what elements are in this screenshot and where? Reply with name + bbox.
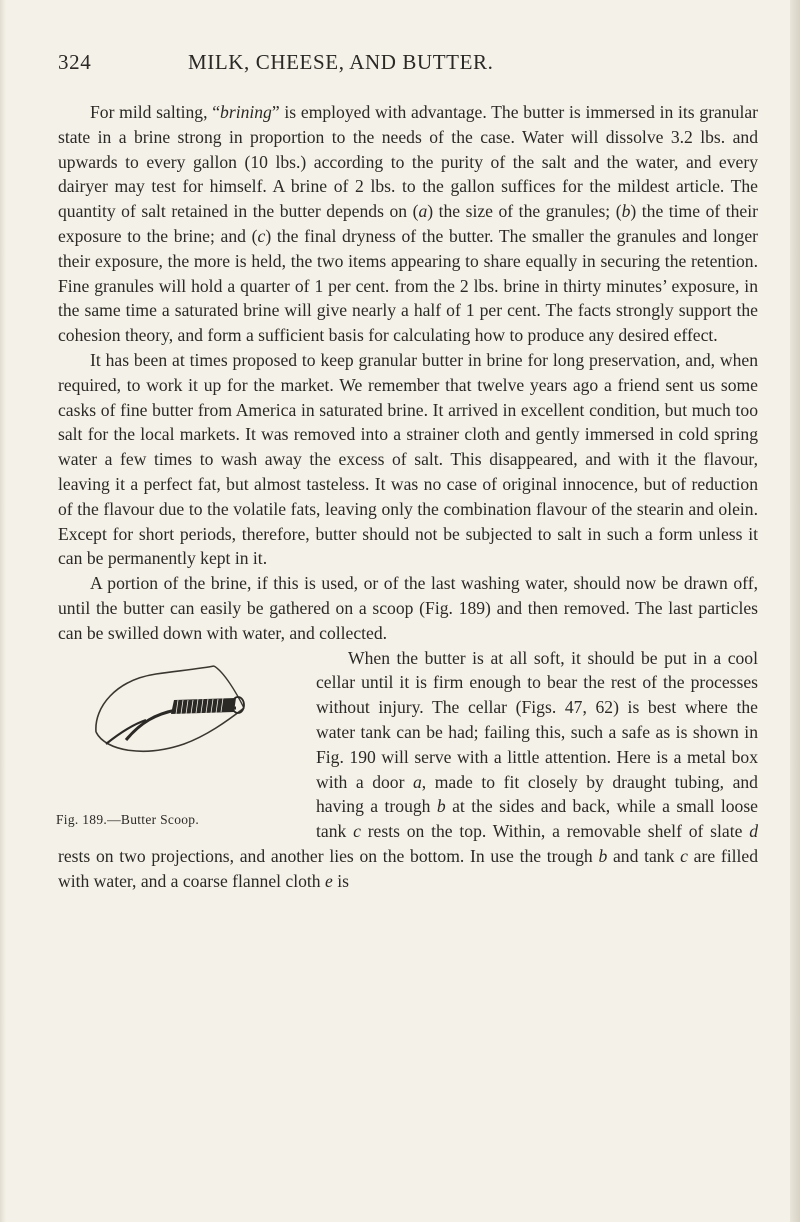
italic-letter: b (436, 796, 446, 817)
text-run: is (332, 870, 349, 891)
book-page (58, 50, 758, 894)
text-run: rests on two projections, and another lies on the bottom. In use the trough (58, 845, 599, 866)
text-run: ) the size of the granules; ( (427, 201, 622, 222)
paragraph-drawing-off (58, 571, 758, 645)
italic-term: brining (220, 102, 272, 122)
text-run: at the sides and back, while a small loose tank (316, 796, 758, 842)
running-head (58, 50, 758, 84)
text-run: are filled with water, and a coarse flannel cloth (58, 845, 758, 891)
italic-letter: e (325, 870, 333, 891)
butter-scoop-illustration (86, 662, 256, 762)
italic-letter: a (418, 201, 428, 222)
text-run: and tank (607, 845, 681, 866)
text-run: , made to fit closely by draught tubing, and having a trough (316, 771, 758, 817)
text-run: ” is employed with advantage. The butter is immersed in its granular state in a brine strong in proportion to the needs of the case. Water will dissolve 3.2 lbs. and upwards to every gallon (10 lbs.) according to the purity of the salt and the water, and every dairyer may test for himself. A brine of 2 lbs. to the gallon suffices for the mildest article. The quantity of salt retained in the butter depends on ( (58, 102, 759, 222)
text-run: For mild salting, “ (90, 102, 221, 122)
italic-letter: b (621, 201, 631, 222)
running-title: MILK, CHEESE, AND BUTTER. (188, 50, 494, 74)
paragraph-brining (58, 100, 758, 348)
italic-letter: c (680, 845, 688, 866)
italic-letter: a (413, 771, 422, 792)
figure-189 (56, 652, 306, 828)
figure-caption: Fig. 189.—Butter Scoop. (56, 811, 200, 827)
paragraph-preservation: It has been at times proposed to keep granular butter in brine for long preservation, and, when required, to work it up for the market. We remember that twelve years ago a friend sent us some casks of fine butter from America in saturated brine. It arrived in excellent condition, but much too salt for the local markets. It was removed into a strainer cloth and gently immersed in cold spring water a few times to wash away the excess of salt. This disappeared, and with it the flavour, leaving it a perfect fat, but almost tasteless. It was no case of original innocence, but of reduction of the flavour due to the volatile fats, leaving only the combination flavour of the stearin and olein. Except for short periods, therefore, butter should not be subjected to salt in such a form unless it can be permanently kept in it. (58, 349, 758, 569)
text-run: ) the final dryness of the butter. The smaller the granules and longer their exposure, the more is held, the two items appearing to share equally in securing the retention. Fine granules will hold a quarter of 1 per cent. from the 2 lbs. brine in thirty minutes’ exposure, in the same time a saturated brine will give nearly a half of 1 per cent. The facts strongly support the cohesion theory, and form a sufficient basis for calculating how to produce any desired effect. (58, 225, 758, 346)
italic-letter: c (257, 225, 266, 246)
italic-letter: b (598, 845, 608, 866)
italic-letter: d (749, 821, 758, 842)
page-number: 324 (58, 50, 92, 74)
text-run: When the butter is at all soft, it should be put in a cool cellar until it is firm enough to bear the rest of the processes without injury. The cellar (Figs. 47, 62) is best where the water tank can be had; failing this, such a safe as is shown in Fig. 190 will serve with a little attention. Here is a metal box with a door (316, 647, 758, 792)
page-gutter-shadow (0, 0, 6, 1222)
text-run: ) the time of their exposure to the brine; and ( (58, 201, 758, 246)
italic-letter: c (353, 821, 361, 842)
text-run: A portion of the brine, if this is used, or of the last washing water, should now be drawn off, until the butter can easily be gathered on a scoop (Fig. 189) and then removed. The last particles can be swilled down with water, and collected. (58, 573, 758, 643)
page-edge-shadow (790, 0, 800, 1222)
text-run: rests on the top. Within, a removable shelf of slate (360, 821, 750, 842)
